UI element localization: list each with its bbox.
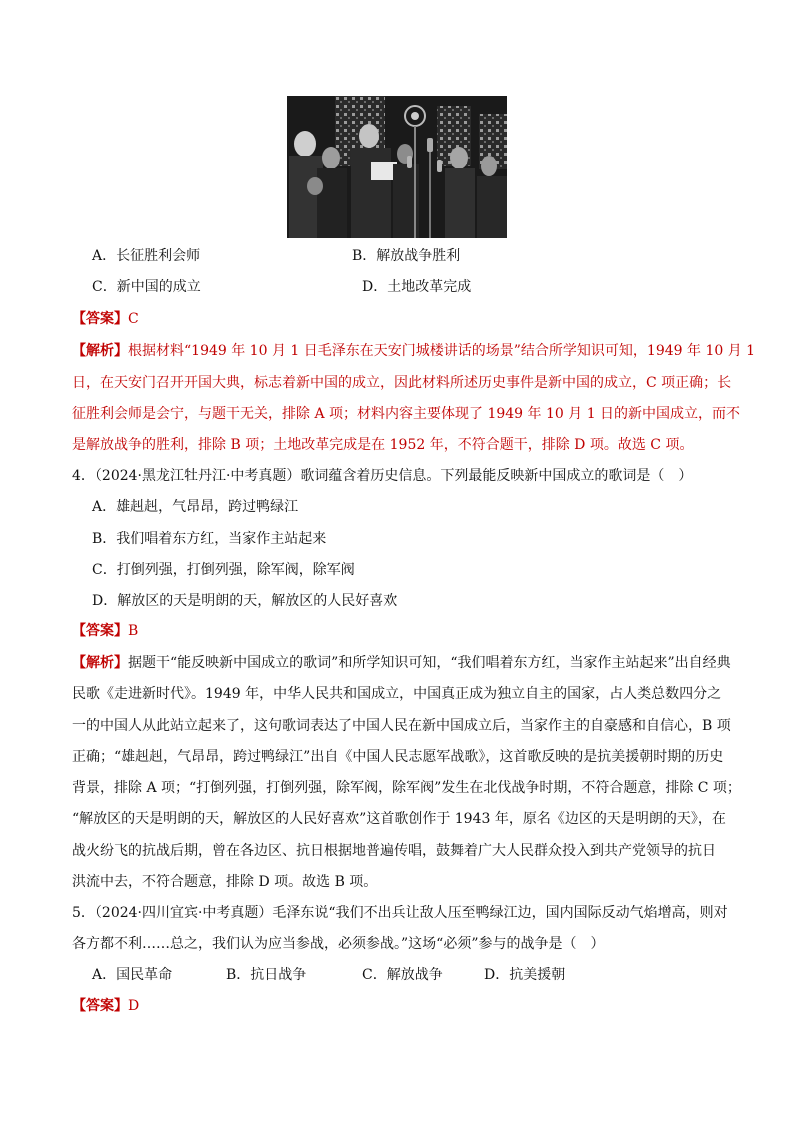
answer-value: C [128,311,139,327]
analysis-tag: 【解析】 [72,655,128,671]
q3-option-d: D．土地改革完成 [362,279,472,295]
q4-answer [72,621,138,641]
answer-tag: 【答案】 [72,998,128,1014]
q4-analysis-line-5: 背景，排除 A 项；“打倒列强，打倒列强，除军阀，除军阀”发生在北伐战争时期，不符合题意，排除 C 项； [72,780,741,796]
q5-option-a: A．国民革命 [92,967,173,983]
answer-tag: 【答案】 [72,311,128,327]
historical-photo [287,96,507,238]
q4-analysis-line-3: 一的中国人从此站立起来了，这句歌词表达了中国人民在新中国成立后，当家作主的自豪感和自信心，B 项 [72,718,731,734]
q4-analysis-line-6: “解放区的天是明朗的天，解放区的人民好喜欢”这首歌创作于 1943 年，原名《边区的天是明朗的天》，在 [72,811,726,827]
q3-analysis-line-1: 【解析】根据材料“1949 年 10 月 1 日毛泽东在天安门城楼讲话的场景”结合所学知识可知，1949 年 10 月 1 [72,343,756,359]
q5-stem-line-1: 5．（2024·四川宜宾·中考真题）毛泽东说“我们不出兵让敌人压至鸭绿江边，国内国际反动气焰增高，则对 [72,905,728,921]
q4-option-c: C．打倒列强，打倒列强，除军阀，除军阀 [92,562,355,578]
q3-option-b: B．解放战争胜利 [352,248,461,264]
answer-value: D [128,998,140,1014]
q4-analysis-line-4: 正确；“雄赳赳，气昂昂，跨过鸭绿江”出自《中国人民志愿军战歌》，这首歌反映的是抗美援朝时期的历史 [72,749,724,765]
q3-answer [72,309,139,329]
q4-option-b: B．我们唱着东方红，当家作主站起来 [92,531,327,547]
q5-option-b: B．抗日战争 [226,967,307,983]
q5-stem-line-2: 各方都不利……总之，我们认为应当参战，必须参战。”这场“必须”参与的战争是（ ） [72,936,605,952]
q3-analysis-line-4: 是解放战争的胜利，排除 B 项；土地改革完成是在 1952 年，不符合题干，排除 D 项。故选 C 项。 [72,437,694,453]
q4-analysis-line-7: 战火纷飞的抗战后期，曾在各边区、抗日根据地普遍传唱，鼓舞着广大人民群众投入到共产党领导的抗日 [72,843,716,859]
q4-option-d: D．解放区的天是明朗的天，解放区的人民好喜欢 [92,593,398,609]
answer-tag: 【答案】 [72,623,128,639]
q5-option-c: C．解放战争 [362,967,443,983]
photo-illustration [287,96,507,238]
q3-analysis-line-3: 征胜利会师是会宁，与题干无关，排除 A 项；材料内容主要体现了 1949 年 10 月 1 日的新中国成立，而不 [72,406,741,422]
q4-analysis-line-2: 民歌《走进新时代》。1949 年，中华人民共和国成立，中国真正成为独立自主的国家，占人类总数四分之 [72,686,722,702]
analysis-tag: 【解析】 [72,343,128,359]
q3-analysis-line-2: 日，在天安门召开开国大典，标志着新中国的成立，因此材料所述历史事件是新中国的成立，C 项正确；长 [72,375,732,391]
q3-option-a: A．长征胜利会师 [92,248,201,264]
q4-analysis-line-8: 洪流中去，不符合题意，排除 D 项。故选 B 项。 [72,874,378,890]
answer-value: B [128,623,139,639]
q4-stem: 4．（2024·黑龙江牡丹江·中考真题）歌词蕴含着历史信息。下列最能反映新中国成立的歌词是（ ） [72,468,693,484]
q4-option-a: A．雄赳赳，气昂昂，跨过鸭绿江 [92,499,299,515]
q5-option-d: D．抗美援朝 [484,967,566,983]
q5-answer [72,996,139,1016]
q3-option-c: C．新中国的成立 [92,279,201,295]
q4-analysis-line-1: 【解析】据题干“能反映新中国成立的歌词”和所学知识可知，“我们唱着东方红，当家作主站起来”出自经典 [72,655,731,671]
